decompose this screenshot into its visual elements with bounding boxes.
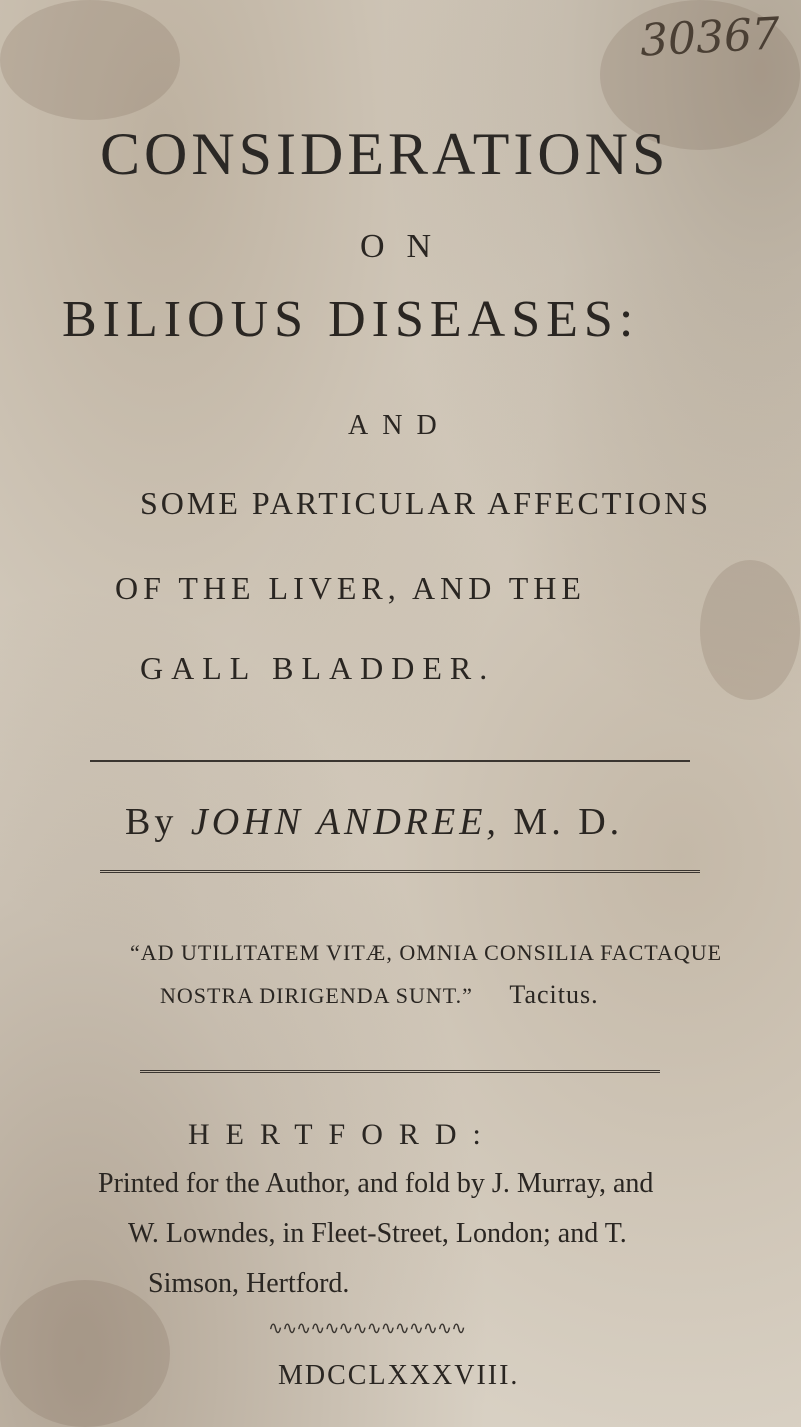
city-name: London [455,1218,544,1249]
motto-text: NOSTRA DIRIGENDA SUNT.” [160,983,473,1008]
motto-author: Tacitus. [509,980,599,1009]
main-title: CONSIDERATIONS [100,121,670,187]
subtitle-line-2: OF THE LIVER, AND THE [115,570,586,606]
author-byline [125,800,623,844]
imprint-text: and [612,1168,654,1199]
imprint-text: W. [128,1218,159,1249]
imprint-line-1 [98,1168,653,1200]
city-name: Hertford. [246,1268,350,1299]
author-degree: M. D. [513,801,624,843]
shelfmark-number: 30367 [638,8,782,67]
publication-date: MDCCLXXXVIII. [278,1360,520,1391]
imprint-text: in Fleet-Street, [282,1218,449,1249]
imprint-text: ; and T. [543,1218,627,1249]
printer-name: Murray, [516,1168,606,1199]
divider-rule [140,1070,660,1076]
title-on: ON [360,228,454,265]
ornament-rule: ∿∿∿∿∿∿∿∿∿∿∿∿∿∿ [268,1318,466,1339]
paper-stain [700,560,800,700]
paper-stain [0,1280,170,1427]
imprint-text: Printed for the Author, and fold by J. [98,1168,510,1199]
subject-title: BILIOUS DISEASES: [62,291,640,348]
motto-line-2 [160,980,599,1010]
printer-name: Lowndes, [165,1218,276,1249]
divider-rule [100,870,700,876]
printer-name: Simson, [148,1268,240,1299]
byline-by: By [125,801,178,843]
subtitle-line-3: GALL BLADDER. [140,650,496,686]
imprint-line-3 [148,1268,349,1300]
motto-line-1: “AD UTILITATEM VITÆ, OMNIA CONSILIA FACTAQUE [130,940,723,965]
paper-stain [0,0,180,120]
divider-rule [90,760,690,762]
title-and: AND [348,410,451,441]
subtitle-line-1: SOME PARTICULAR AFFECTIONS [140,485,711,521]
imprint-line-2 [128,1218,627,1250]
author-name: JOHN ANDREE, [190,801,500,843]
imprint-place: HERTFORD: [188,1118,497,1151]
